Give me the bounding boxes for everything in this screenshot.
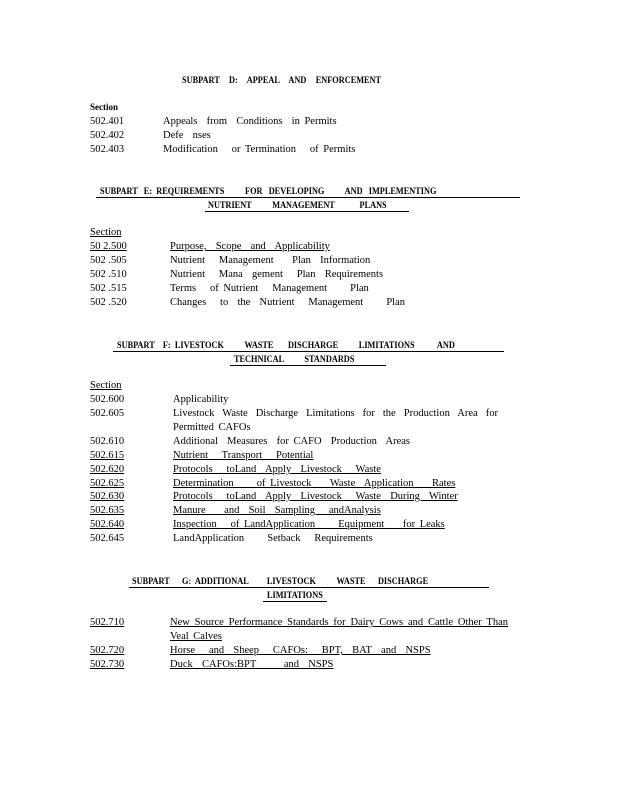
section-title: Determination of Livestock Waste Application Rates xyxy=(173,478,456,489)
section-number: 502.645 xyxy=(90,533,125,544)
heading-rule xyxy=(230,365,386,366)
section-title: Protocols toLand Apply Livestock Waste During Winter xyxy=(173,491,458,502)
subpart-f-heading-line2: TECHNICAL STANDARDS xyxy=(234,354,355,364)
section-number: 502.401 xyxy=(90,116,125,127)
heading-rule xyxy=(129,587,489,588)
section-number: 50 2.500 xyxy=(90,241,127,252)
section-title: Additional Measures for CAFO Production Areas xyxy=(173,436,411,447)
section-number: 502.730 xyxy=(90,659,125,670)
section-title: LandApplication Setback Requirements xyxy=(173,533,373,544)
section-title: Inspection of LandApplication Equipment for Leaks xyxy=(173,519,445,530)
section-number: 502 .515 xyxy=(90,283,127,294)
section-number: 502.640 xyxy=(90,519,125,530)
subpart-f-heading: SUBPART F: LIVESTOCK WASTE DISCHARGE LIMITATIONS AND xyxy=(117,340,455,350)
subpart-d-heading: SUBPART D: APPEAL AND ENFORCEMENT xyxy=(182,75,382,85)
section-title: Nutrient Transport Potential xyxy=(173,450,314,461)
section-title: Defe nses xyxy=(163,130,211,141)
section-title: Applicability xyxy=(173,394,229,405)
heading-rule xyxy=(113,351,504,352)
section-title: Nutrient Mana gement Plan Requirements xyxy=(170,269,384,280)
section-label: Section xyxy=(90,380,122,391)
section-number: 502.600 xyxy=(90,394,125,405)
section-title: Appeals from Conditions in Permits xyxy=(163,116,337,127)
section-number: 502.615 xyxy=(90,450,125,461)
section-number: 502 .520 xyxy=(90,297,127,308)
subpart-g-heading-line2: LIMITATIONS xyxy=(267,590,323,600)
subpart-e-heading: SUBPART E: REQUIREMENTS FOR DEVELOPING AND IMPLEMENTING xyxy=(100,186,437,196)
subpart-g-heading: SUBPART G: ADDITIONAL LIVESTOCK WASTE DISCHARGE xyxy=(132,576,429,586)
section-title: Horse and Sheep CAFOs: BPT, BAT and NSPS xyxy=(170,645,431,656)
section-number: 502.402 xyxy=(90,130,125,141)
section-label: Section xyxy=(90,102,118,112)
section-title: Nutrient Management Plan Information xyxy=(170,255,371,266)
section-title: Protocols toLand Apply Livestock Waste xyxy=(173,464,381,475)
section-number: 502.720 xyxy=(90,645,125,656)
section-title: Livestock Waste Discharge Limitations for the Production Area for Permitted CAFOs xyxy=(173,408,498,433)
section-number: 502.625 xyxy=(90,478,125,489)
section-number: 502.403 xyxy=(90,144,125,155)
section-number: 502.635 xyxy=(90,505,125,516)
section-number: 502 .505 xyxy=(90,255,127,266)
section-title: Terms of Nutrient Management Plan xyxy=(170,283,369,294)
section-number: 502.620 xyxy=(90,464,125,475)
section-title: Modification or Termination of Permits xyxy=(163,144,356,155)
heading-rule xyxy=(263,601,327,602)
section-number: 502.710 xyxy=(90,617,125,628)
section-title: Manure and Soil Sampling andAnalysis xyxy=(173,505,381,516)
subpart-e-heading-line2: NUTRIENT MANAGEMENT PLANS xyxy=(208,200,387,210)
section-title: Purpose, Scope and Applicability xyxy=(170,241,330,252)
section-title: Duck CAFOs:BPT and NSPS xyxy=(170,659,334,670)
section-title: Changes to the Nutrient Management Plan xyxy=(170,297,406,308)
section-number: 502.610 xyxy=(90,436,125,447)
section-number: 502.630 xyxy=(90,491,125,502)
section-label: Section xyxy=(90,227,122,238)
heading-rule xyxy=(96,197,520,198)
section-number: 502 .510 xyxy=(90,269,127,280)
section-number: 502.605 xyxy=(90,408,125,419)
section-title: New Source Performance Standards for Dairy Cows and Cattle Other Than Veal Calves xyxy=(170,617,508,642)
heading-rule xyxy=(205,211,409,212)
